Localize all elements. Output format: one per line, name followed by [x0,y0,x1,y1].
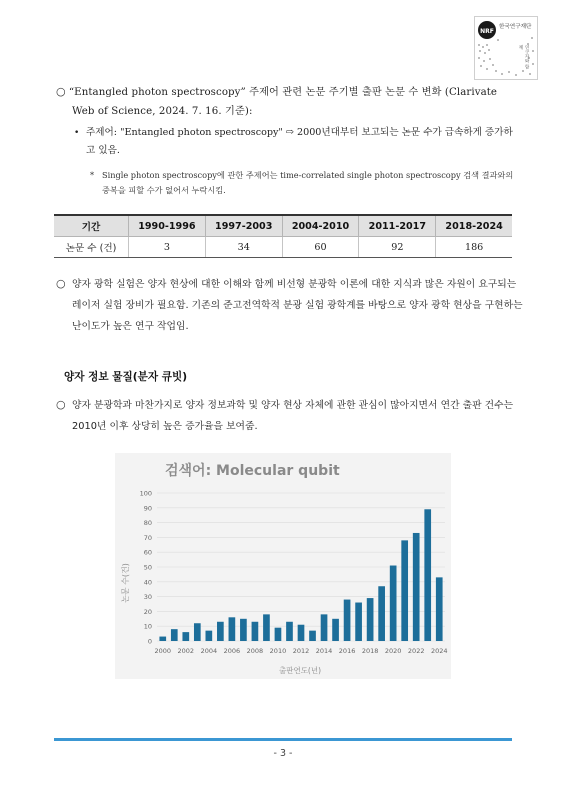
logo-badge-text: NRF [480,28,494,35]
chart-bar-2012 [298,625,305,641]
chart-title: 검색어: Molecular qubit [165,463,340,479]
chart-x-tick-label: 2004 [200,647,218,655]
table-cell: 186 [436,237,512,258]
footnote-text: Single photon spectroscopy에 관한 주제어는 time-correlated single photon spectroscopy 검색 결과와의 중복을 피할 수가 없어서 누락시킴. [102,170,514,195]
chart-bar-2014 [321,614,328,641]
chart-bar-2000 [159,637,166,641]
molecular-qubit-section [56,394,528,437]
logo-org-name: 한국연구재단 [499,24,532,30]
keyword-trend-text: 주제어: "Entangled photon spectroscopy" ⇨ 2000년대부터 보고되는 논문 수가 급속하게 증가하고 있음. [86,127,513,156]
table-header-period: 1990-1996 [129,215,206,237]
table-header-period: 2018-2024 [436,215,512,237]
table-row-label: 논문 수 (건) [54,237,129,258]
table-cell: 34 [205,237,282,258]
entangled-photon-paragraph: “Entangled photon spectroscopy” 주제어 관련 논문 주기별 출판 논문 수 변화 (Clarivate Web of Science, 2024. 7. 16. 기준): [68,87,498,117]
chart-x-tick-label: 2024 [430,647,448,655]
section-heading: 양자 정보 물질(분자 큐빗) [64,371,188,383]
chart-y-tick-label: 40 [143,578,152,587]
chart-y-axis-label: 논문 수(건) [121,563,130,603]
chart-y-tick-label: 60 [143,548,152,557]
chart-bar-2006 [229,617,236,641]
chart-y-tick-label: 70 [143,533,152,542]
chart-x-tick-label: 2000 [154,647,172,655]
table-header-period: 2004-2010 [282,215,359,237]
chart-bar-2007 [240,619,247,641]
chart-bar-2013 [309,631,316,641]
chart-y-tick-label: 100 [139,489,152,498]
chart-bar-2016 [344,600,351,641]
quantum-optics-paragraph: 양자 광학 실험은 양자 현상에 대한 이해와 함께 비선형 분광학 이론에 대한 지식과 많은 자원이 요구되는 레이저 실험 장비가 필요함. 기존의 준고전역학적 분광 실험 광학계를 바탕으로 양자 광학 현상을 구현하는 난이도가 높은 연구 작업임. [72,279,523,332]
chart-bar-2001 [171,629,178,641]
bar-chart [115,453,451,679]
chart-bar-2008 [252,622,259,641]
molecular-qubit-chart [115,453,451,679]
bullet-circle: ○ [56,85,66,98]
table-cell: 60 [282,237,359,258]
chart-x-tick-label: 2006 [223,647,241,655]
chart-y-tick-label: 30 [143,593,152,602]
entangled-photon-section [56,82,516,121]
chart-x-tick-label: 2012 [292,647,310,655]
chart-bar-2005 [217,622,224,641]
table-header-period: 1997-2003 [205,215,282,237]
chart-x-tick-label: 2022 [407,647,425,655]
chart-bar-2011 [286,622,293,641]
chart-x-tick-label: 2016 [338,647,356,655]
sub-bullet-dot: • [74,128,80,138]
chart-bar-2002 [182,632,189,641]
table-cell: 3 [129,237,206,258]
period-publication-table [54,214,512,258]
chart-bar-2009 [263,614,270,641]
chart-y-tick-label: 20 [143,607,152,616]
quantum-optics-section [56,273,528,337]
chart-x-tick-label: 2008 [246,647,264,655]
table-cell: 92 [359,237,436,258]
chart-y-tick-label: 0 [147,637,152,646]
keyword-sub-bullet [74,124,520,159]
chart-x-tick-label: 2010 [269,647,287,655]
chart-bar-2019 [378,586,385,641]
chart-bar-2023 [424,509,431,641]
nrf-logo [474,16,538,80]
table-header-label: 기간 [54,215,129,237]
footnote [90,168,522,198]
molecular-qubit-paragraph: 양자 분광학과 마찬가지로 양자 정보과학 및 양자 현상 자체에 관한 관심이 많아지면서 연간 출판 건수는 2010년 이후 상당히 높은 증가율을 보여줌. [72,400,514,432]
chart-y-tick-label: 80 [143,519,152,528]
bullet-circle: ○ [56,277,66,290]
chart-x-tick-label: 2018 [361,647,379,655]
chart-bar-2003 [194,623,201,641]
chart-bar-2021 [401,540,408,641]
chart-y-tick-label: 90 [143,504,152,513]
chart-bar-2015 [332,619,339,641]
table-row [54,237,512,258]
table-header-row [54,215,512,237]
chart-x-tick-label: 2020 [384,647,402,655]
chart-bar-2010 [275,628,282,641]
logo-tagline: 연구자와 함께 [518,45,529,69]
chart-x-axis-label: 출판연도(년) [278,666,322,675]
chart-x-tick-label: 2002 [177,647,195,655]
chart-bar-2018 [367,598,374,641]
chart-bar-2024 [436,577,443,641]
page-number: - 3 - [273,748,293,759]
footer-divider [54,738,512,741]
chart-y-tick-label: 50 [143,563,152,572]
chart-bar-2022 [413,533,420,641]
bullet-circle: ○ [56,398,66,411]
chart-bar-2020 [390,566,397,641]
chart-bar-2004 [206,631,213,641]
chart-bar-2017 [355,603,362,641]
chart-x-tick-label: 2014 [315,647,333,655]
table-header-period: 2011-2017 [359,215,436,237]
footnote-mark: * [90,170,95,180]
chart-y-tick-label: 10 [143,622,152,631]
